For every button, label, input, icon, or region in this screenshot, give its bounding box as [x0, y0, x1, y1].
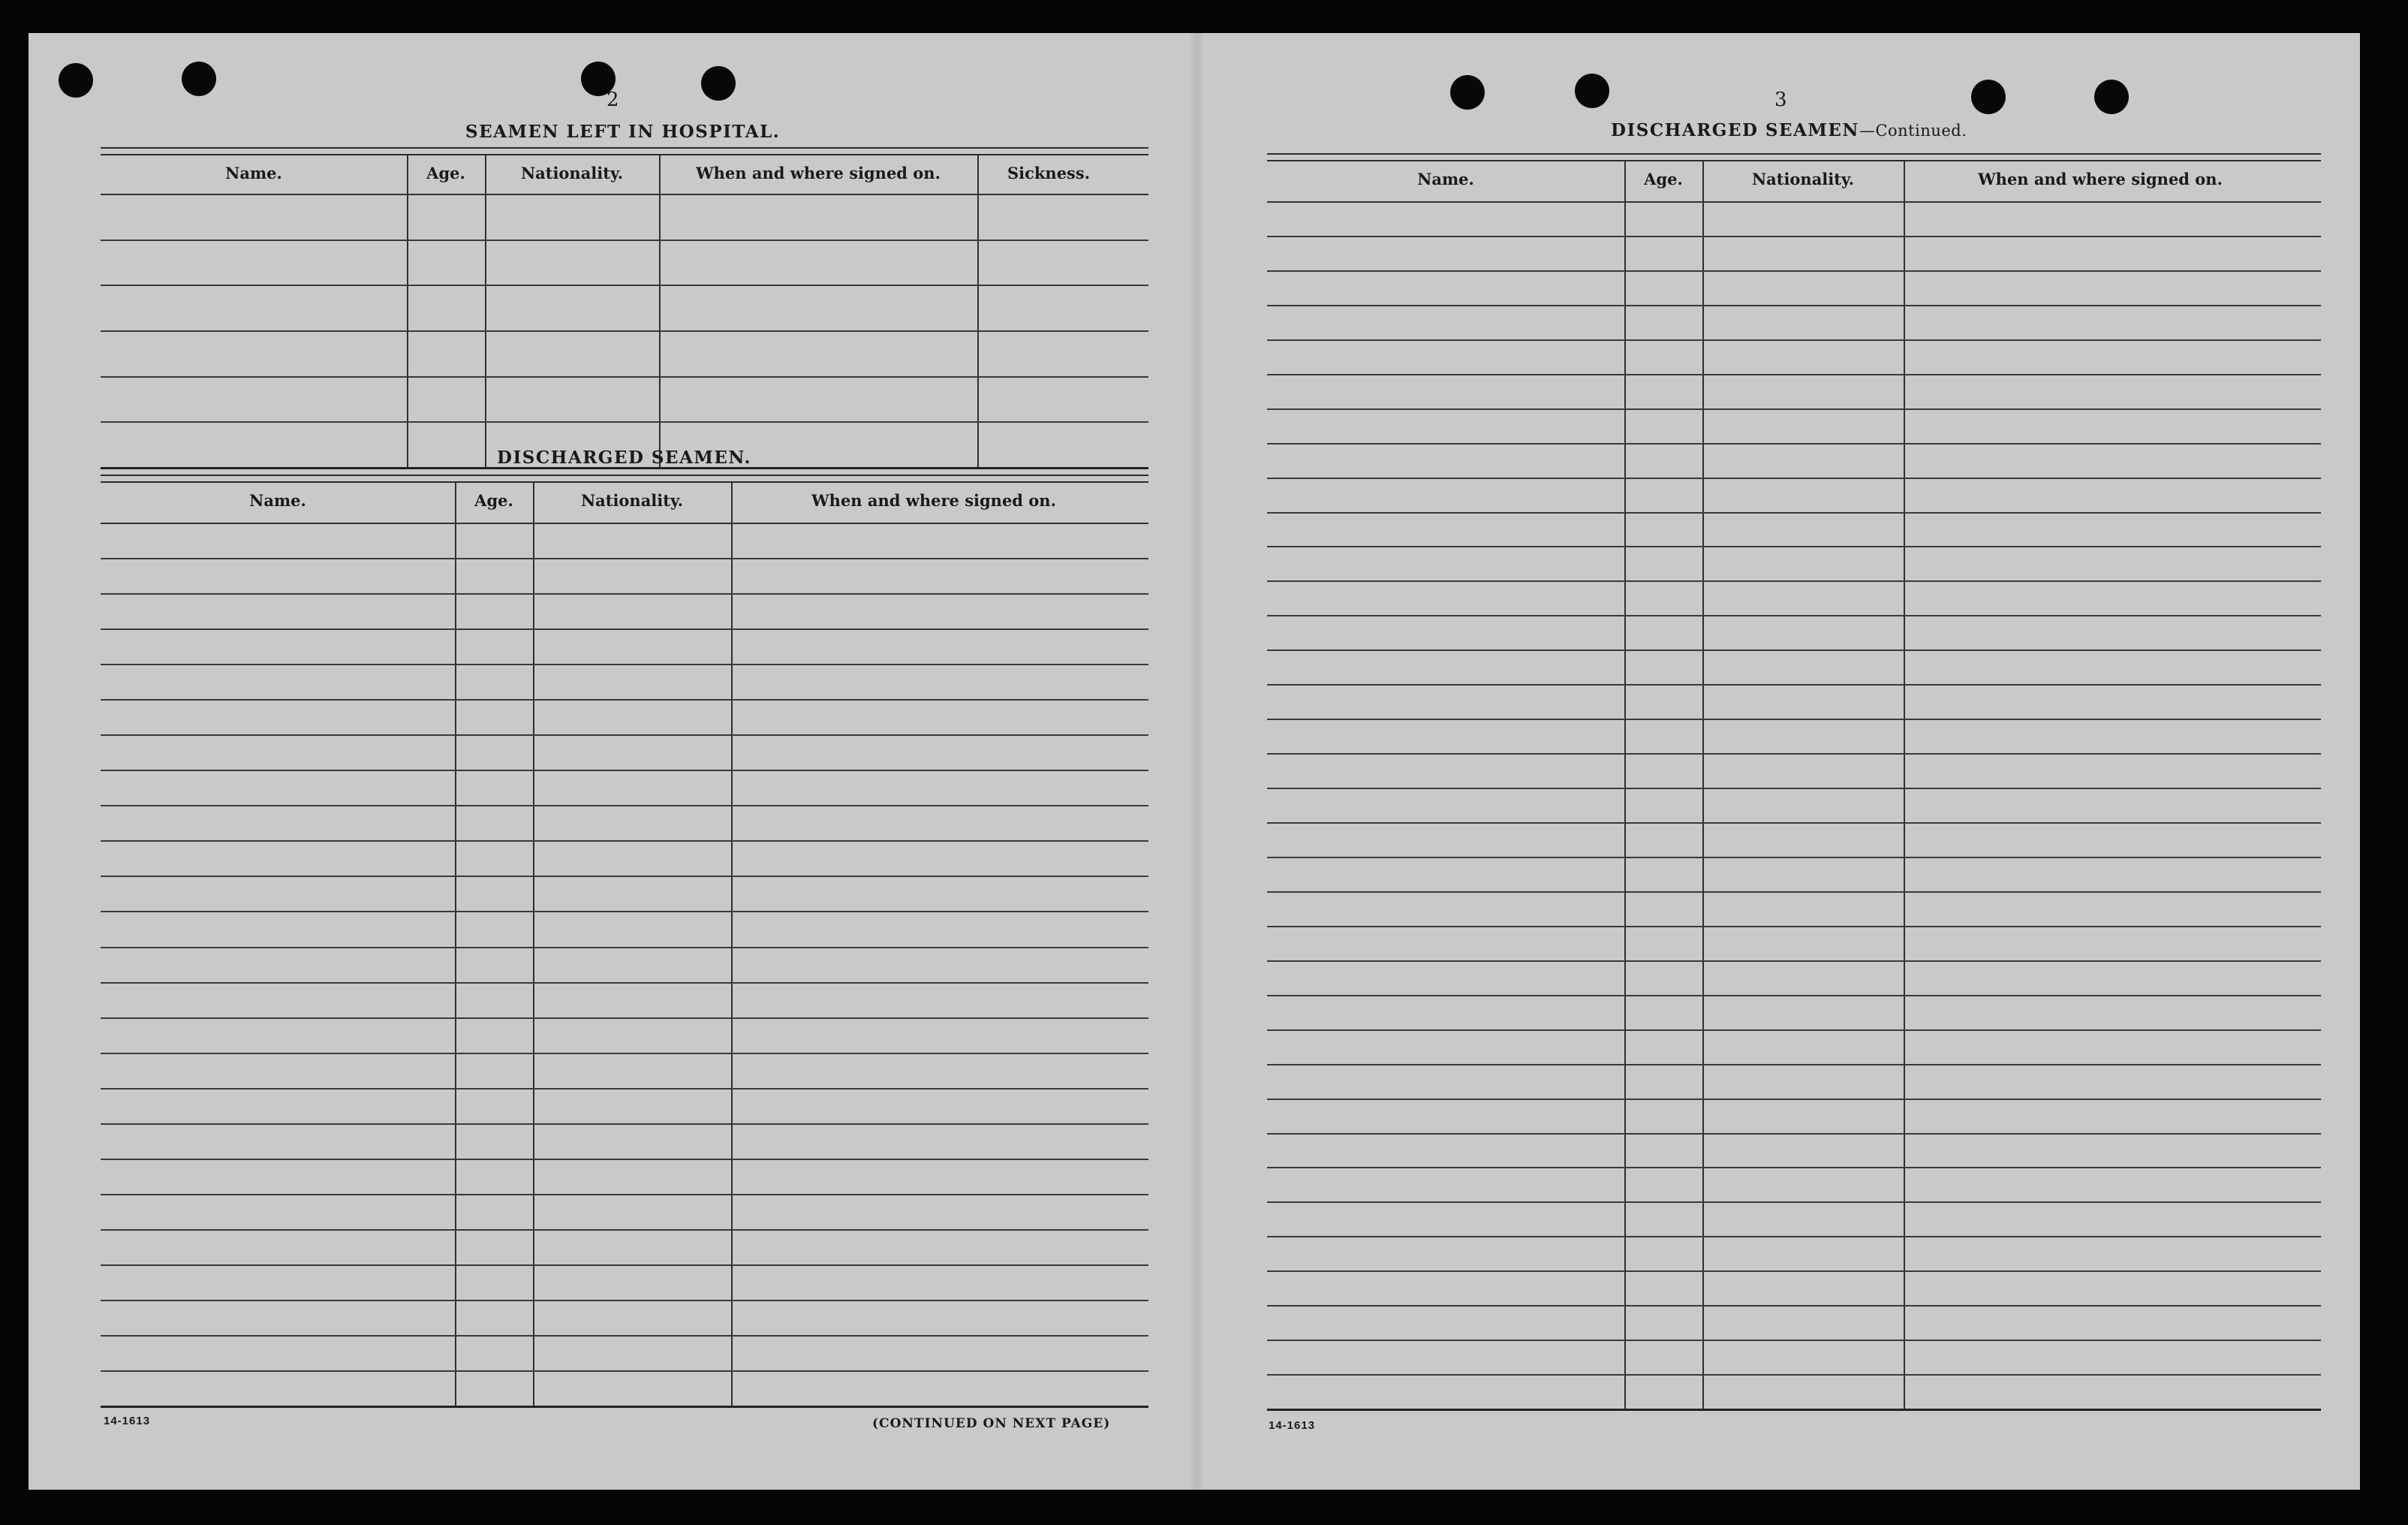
column-divider: [1904, 161, 1905, 1410]
table-row: [101, 1264, 1148, 1266]
column-header-age: Age.: [474, 491, 513, 510]
table-row: [1267, 684, 2321, 686]
table-row: [1267, 1270, 2321, 1272]
right-page-number: 3: [1774, 89, 1787, 111]
table-row: [101, 1194, 1148, 1195]
table-row: [1267, 1099, 2321, 1100]
table-row: [1267, 753, 2321, 755]
punch-hole: [1971, 80, 2006, 114]
column-header-nationality: Nationality.: [580, 491, 684, 510]
table-row: [1267, 649, 2321, 651]
table-bottom-rule: [101, 1406, 1148, 1408]
table-bottom-rule: [1267, 1409, 2321, 1411]
table-row: [101, 1159, 1148, 1160]
table-row: [1267, 822, 2321, 824]
table-row: [1267, 1305, 2321, 1306]
table-row: [1267, 305, 2321, 306]
punch-hole: [182, 62, 216, 96]
table-row: [101, 664, 1148, 665]
table-row: [1267, 443, 2321, 445]
table-row: [1267, 891, 2321, 893]
column-divider: [407, 155, 408, 467]
table-row: [1267, 236, 2321, 237]
hospital-table: [101, 147, 1148, 472]
table-row: [101, 876, 1148, 877]
column-divider: [1624, 161, 1626, 1410]
table-top-rule: [101, 475, 1148, 483]
column-divider: [533, 482, 534, 1407]
table-row: [101, 1123, 1148, 1125]
table-row: [101, 1335, 1148, 1337]
table-row: [1267, 995, 2321, 996]
table-row: [101, 1088, 1148, 1090]
column-divider: [485, 155, 486, 467]
table-row: [101, 1370, 1148, 1372]
column-header-signed-on: When and where signed on.: [811, 491, 1056, 510]
table-row: [101, 1017, 1148, 1019]
column-divider: [731, 482, 733, 1407]
table-row: [101, 421, 1148, 423]
table-row: [1267, 926, 2321, 927]
column-header-name: Name.: [1417, 170, 1474, 188]
table-row: [101, 840, 1148, 842]
table-row: [101, 1300, 1148, 1301]
column-header-nationality: Nationality.: [1751, 170, 1855, 188]
column-header-sickness: Sickness.: [1007, 164, 1091, 182]
table-row: [1267, 1236, 2321, 1237]
table-row: [101, 240, 1148, 241]
discharged-table-right: [1267, 153, 2321, 1415]
table-row: [1267, 1029, 2321, 1031]
table-row: [101, 982, 1148, 984]
table-row: [1267, 546, 2321, 547]
table-row: [101, 947, 1148, 948]
column-header-nationality: Nationality.: [520, 164, 624, 182]
column-divider: [659, 155, 661, 467]
column-header-signed-on: When and where signed on.: [1978, 170, 2223, 188]
table-row: [101, 593, 1148, 595]
left-form-number: 14-1613: [104, 1415, 151, 1427]
hospital-table-title: SEAMEN LEFT IN HOSPITAL.: [465, 122, 781, 142]
table-row: [101, 558, 1148, 559]
table-row: [1267, 857, 2321, 858]
table-row: [101, 285, 1148, 286]
table-row: [1267, 580, 2321, 582]
table-row: [101, 805, 1148, 806]
table-row: [1267, 339, 2321, 341]
column-header-name: Name.: [249, 491, 306, 510]
table-row: [101, 628, 1148, 630]
punch-hole: [2094, 80, 2129, 114]
right-title-main: DISCHARGED SEAMEN: [1611, 120, 1859, 140]
table-row: [1267, 1201, 2321, 1203]
table-row: [101, 1053, 1148, 1054]
right-form-number: 14-1613: [1269, 1419, 1316, 1432]
discharged-table-left: [101, 475, 1148, 1412]
table-row: [1267, 1340, 2321, 1341]
punch-hole: [59, 63, 93, 98]
table-row: [1267, 374, 2321, 375]
table-row: [1267, 788, 2321, 789]
column-divider: [977, 155, 979, 467]
table-top-rule: [1267, 153, 2321, 161]
column-divider: [1702, 161, 1704, 1410]
header-rule: [101, 523, 1148, 524]
punch-hole: [1575, 74, 1609, 108]
left-page-number: 2: [607, 89, 619, 111]
header-rule: [1267, 201, 2321, 203]
table-row: [1267, 719, 2321, 720]
table-row: [1267, 1064, 2321, 1065]
table-row: [1267, 408, 2321, 410]
column-header-signed-on: When and where signed on.: [696, 164, 941, 182]
table-row: [101, 770, 1148, 771]
table-row: [1267, 1133, 2321, 1135]
table-row: [101, 734, 1148, 736]
column-header-name: Name.: [225, 164, 282, 182]
table-row: [1267, 615, 2321, 616]
center-fold: [1190, 33, 1204, 1490]
column-divider: [455, 482, 456, 1407]
table-row: [1267, 1374, 2321, 1376]
document-sheet: [29, 33, 2360, 1490]
continued-note: (CONTINUED ON NEXT PAGE): [872, 1416, 1111, 1431]
column-header-age: Age.: [426, 164, 465, 182]
table-row: [1267, 478, 2321, 479]
table-top-rule: [101, 147, 1148, 155]
discharged-table-title: DISCHARGED SEAMEN.: [497, 448, 751, 468]
punch-hole: [701, 66, 736, 101]
header-rule: [101, 194, 1148, 195]
table-row: [1267, 270, 2321, 272]
table-row: [101, 911, 1148, 912]
table-row: [1267, 960, 2321, 962]
right-discharged-table-title: [1611, 120, 1967, 140]
table-row: [101, 330, 1148, 332]
right-title-continued: —Continued.: [1859, 122, 1967, 140]
table-row: [1267, 1167, 2321, 1168]
column-header-age: Age.: [1644, 170, 1683, 188]
table-row: [101, 699, 1148, 701]
table-row: [101, 1229, 1148, 1231]
table-row: [1267, 512, 2321, 514]
table-row: [101, 376, 1148, 378]
punch-hole: [1450, 75, 1485, 110]
